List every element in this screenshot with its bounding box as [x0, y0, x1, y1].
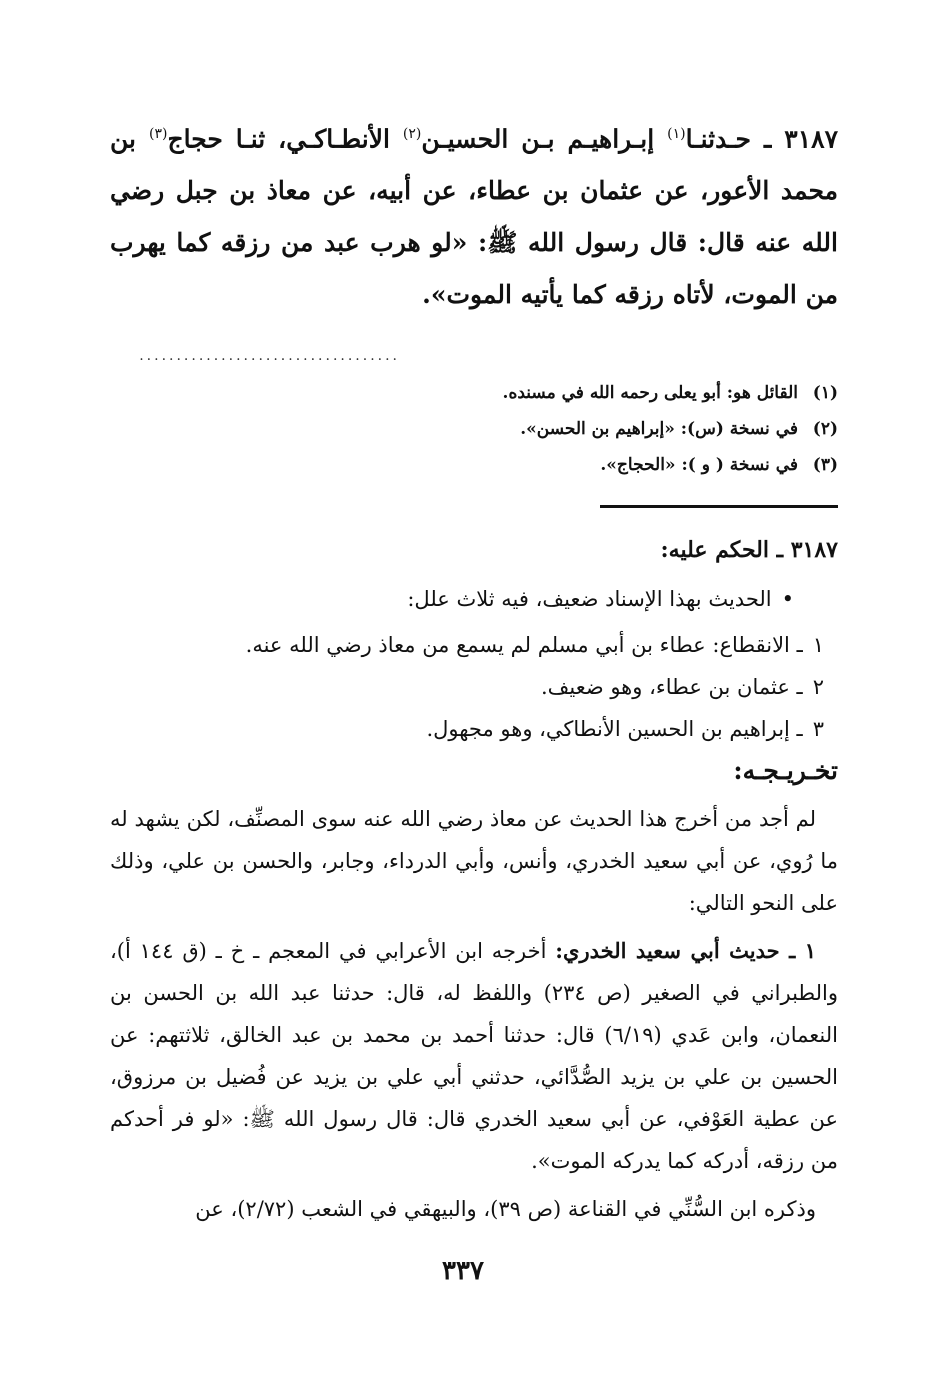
hadith-text-part2: إبـراهيـم بـن الحسيـن	[421, 124, 668, 154]
issue-text: ـ إبراهيم بن الحسين الأنطاكي، وهو مجهول.	[426, 717, 803, 742]
takhrij-paragraph-3: وذكره ابن السُّنِّي في القناعة (ص ٣٩)، والبيهقي في الشعب (٢/٧٢)، عن	[195, 1197, 816, 1222]
issue-number: ١	[812, 633, 824, 658]
footnote-text: في نسخة ( و ): «الحجاج».	[600, 455, 798, 476]
takhrij-paragraph-2-text: أخرجه ابن الأعرابي في المعجم ـ خ ـ (ق ١٤٤ أ)، والطبراني في الصغير (ص ٢٣٤) واللفظ له، قال: حدثنا عبد الله بن الحسن بن النعمان، وابن عَدي (٦/١٩) قال: حدثنا أحمد بن محمد بن عبد الخالق، ثلاثتهم: عن الحسين بن علي بن يزيد الصُّدَّائي، حدثني أبي علي بن يزيد عن فُضيل بن مرزوق، عن عطية العَوْفي، عن أبي سعيد الخدري قال: قال رسول الله ﷺ: «لو فر أحدكم من رزقه، أدركه كما يدركه الموت».	[110, 939, 839, 1174]
hadith-text	[110, 108, 838, 321]
takhrij-paragraph-1: لم أجد من أخرج هذا الحديث عن معاذ رضي الله عنه سوى المصنِّف، لكن يشهد له ما رُوي، عن أبي سعيد الخدري، وأنس، وأبي الدرداء، وجابر، والحسن بن علي، وذلك على النحو التالي:	[110, 807, 838, 916]
footnote-item	[110, 447, 838, 483]
issue-text: ـ الانقطاع: عطاء بن أبي مسلم لم يسمع من معاذ رضي الله عنه.	[245, 633, 803, 658]
issue-text: ـ عثمان بن عطاء، وهو ضعيف.	[540, 675, 803, 700]
hadith-text-part3: الأنطـاكـي، ثنـا حجاج	[167, 124, 403, 154]
ruling-issue	[110, 624, 824, 666]
takhrij-paragraph-2-lead: ١ ـ حديث أبي سعيد الخدري:	[555, 938, 816, 964]
footnote-item	[110, 411, 838, 447]
hadith-number: ٣١٨٧	[784, 124, 838, 154]
ruling-heading: ٣١٨٧ ـ الحكم عليه:	[660, 537, 838, 564]
ruling-issue	[110, 708, 824, 750]
page-number: ٣٣٧	[442, 1256, 484, 1286]
ruling-issues-list	[110, 624, 838, 750]
section-divider	[600, 505, 838, 508]
hadith-text-part1: ـ حـدثنـا	[685, 124, 772, 154]
ruling-summary: • الحديث بهذا الإسناد ضعيف، فيه ثلاث علل:	[110, 578, 794, 620]
footnotes-list	[110, 375, 838, 483]
takhrij-paragraph-2	[110, 930, 838, 1182]
footnote-separator: ...................................	[139, 351, 400, 362]
issue-number: ٢	[812, 675, 824, 700]
footnote-item	[110, 375, 838, 411]
footnote-number: (٣)	[812, 455, 838, 476]
hadith-text-part4: بن محمد الأعور، عن عثمان بن عطاء، عن أبيه، عن معاذ بن جبل رضي الله عنه قال: قال رسول الله ﷺ: «لو هرب عبد من رزقه كما يهرب من الموت، لأتاه رزقه كما يأتيه الموت».	[110, 124, 838, 310]
issue-number: ٣	[812, 717, 824, 742]
ruling-issue	[110, 666, 824, 708]
footnote-ref-3: (٣)	[148, 126, 168, 142]
footnote-text: في نسخة (س): «إبراهيم بن الحسن».	[520, 419, 798, 440]
footnote-ref-1: (١)	[667, 126, 686, 142]
footnote-ref-2: (٢)	[402, 126, 422, 142]
footnote-number: (٢)	[812, 419, 838, 440]
footnote-number: (١)	[812, 383, 838, 404]
footnote-text: القائل هو: أبو يعلى رحمه الله في مسنده.	[502, 383, 798, 404]
takhrij-heading: تخـريـجـه:	[733, 756, 838, 786]
